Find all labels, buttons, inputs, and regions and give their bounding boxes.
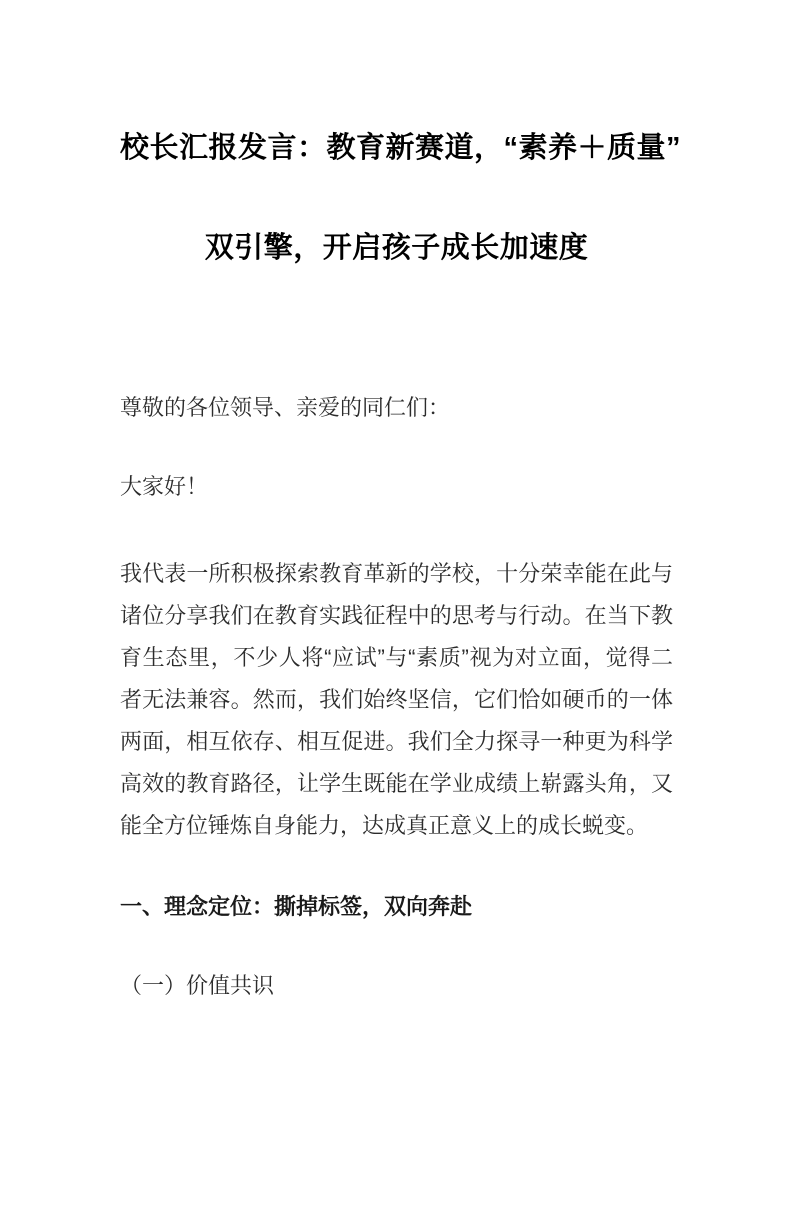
intro-paragraph: 我代表一所积极探索教育革新的学校，十分荣幸能在此与诸位分享我们在教育实践征程中的思考与行动。在当下教育生态里，不少人将“应试”与“素质”视为对立面，觉得二者无法兼容。然而，我们始终坚信，它们恰如硬币的一体两面，相互依存、相互促进。我们全力探寻一种更为科学高效的教育路径，让学生既能在学业成绩上崭露头角，又能全方位锤炼自身能力，达成真正意义上的成长蜕变。 xyxy=(120,561,673,838)
section-heading-1: 一、理念定位：撕掉标签，双向奔赴 xyxy=(120,894,473,919)
document-title-line-1: 校长汇报发言：教育新赛道，“素养＋质量” xyxy=(120,132,682,164)
document-page xyxy=(0,98,793,1220)
subsection-heading-1: （一）价值共识 xyxy=(120,973,275,998)
document-title xyxy=(120,98,682,298)
salutation-line: 大家好！ xyxy=(120,474,209,499)
document-content xyxy=(120,98,682,1007)
document-title-line-2: 双引擎，开启孩子成长加速度 xyxy=(204,232,589,264)
greeting-line: 尊敬的各位领导、亲爱的同仁们： xyxy=(120,395,451,420)
